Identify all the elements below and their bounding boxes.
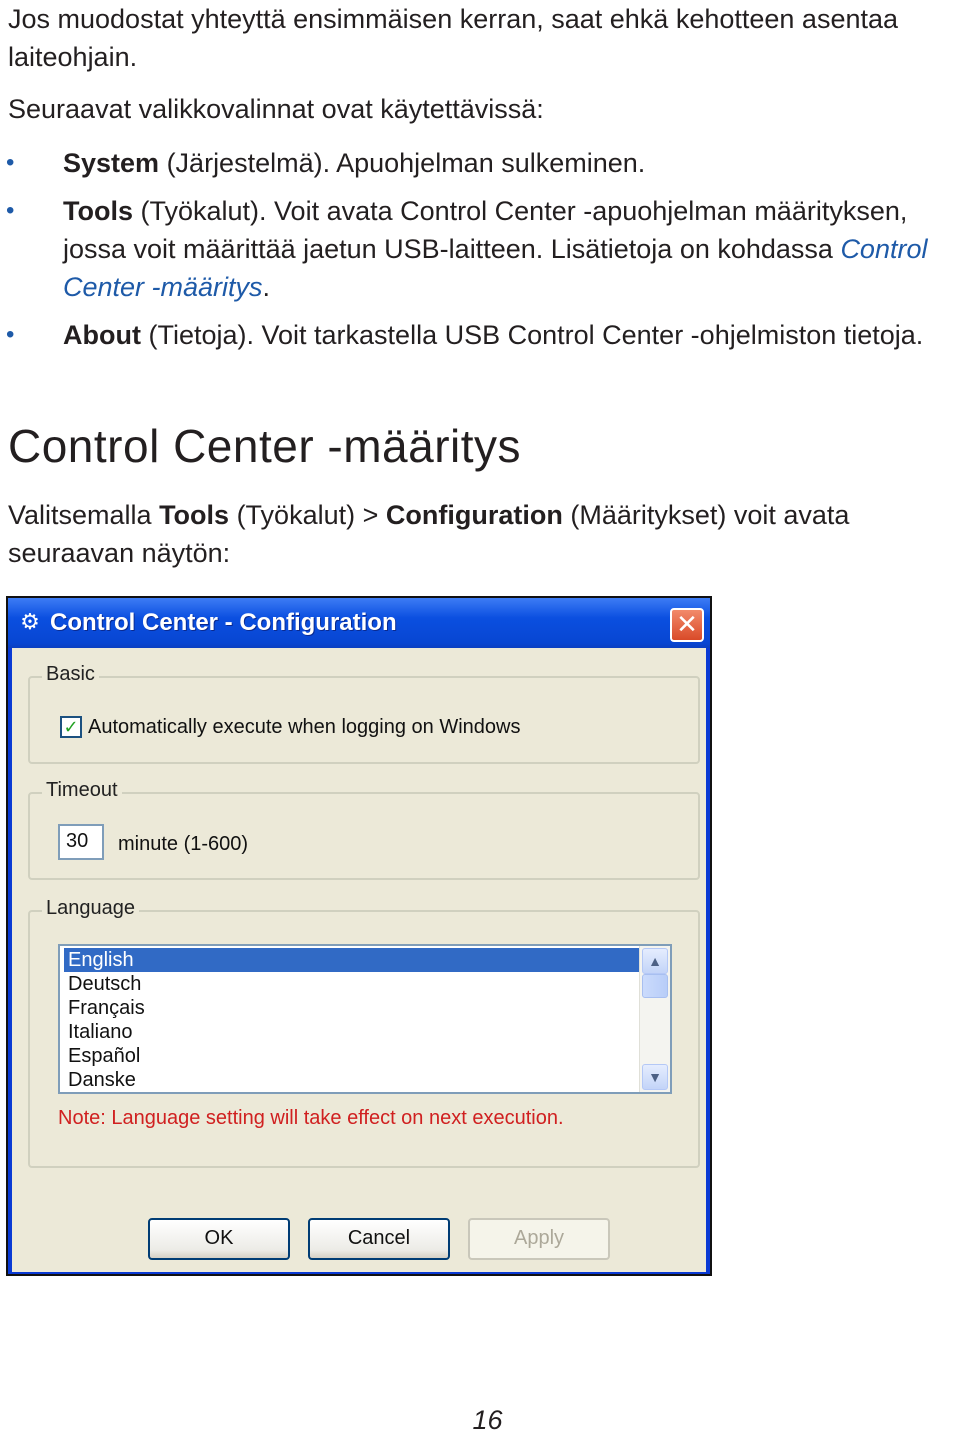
bullet-icon: • (6, 321, 15, 348)
list-item[interactable]: Français (68, 997, 145, 1019)
option-description-tail: . (262, 272, 271, 302)
timeout-input[interactable]: 30 (58, 824, 104, 860)
language-listbox[interactable] (58, 944, 672, 1094)
dialog-body (12, 648, 706, 1272)
list-item[interactable]: Español (68, 1045, 141, 1067)
auto-execute-label[interactable]: Automatically execute when logging on Windows (88, 716, 521, 738)
scroll-thumb[interactable] (642, 974, 668, 998)
basic-group-label: Basic (42, 662, 99, 686)
list-item (0, 144, 958, 182)
apply-button[interactable]: Apply (468, 1218, 610, 1260)
option-description: (Työkalut). Voit avata Control Center -apuohjelman määrityksen, jossa voit määrittää jaetun USB-laitteen. Lisätietoja on kohdassa (63, 196, 908, 264)
dialog-title: Control Center - Configuration (50, 609, 397, 636)
para-text: Valitsemalla (8, 500, 160, 530)
list-item (0, 192, 958, 306)
option-description: (Tietoja). Voit tarkastella USB Control Center -ohjelmiston tietoja. (140, 320, 924, 350)
list-item[interactable]: Danske (68, 1069, 136, 1091)
cancel-button[interactable]: Cancel (308, 1218, 450, 1260)
list-item[interactable]: Deutsch (68, 973, 142, 995)
scroll-down-button[interactable] (642, 1064, 668, 1090)
section-paragraph (8, 496, 953, 572)
para-text: (Työkalut) > (229, 500, 386, 530)
ok-button[interactable]: OK (148, 1218, 290, 1260)
dialog-titlebar[interactable] (8, 598, 710, 648)
scroll-up-button[interactable] (642, 948, 668, 974)
timeout-group (28, 779, 700, 880)
list-item (0, 316, 958, 354)
option-description: (Järjestelmä). Apuohjelman sulkeminen. (159, 148, 646, 178)
list-item[interactable]: English (64, 948, 642, 972)
list-item[interactable]: Italiano (68, 1021, 133, 1043)
gear-icon: ⚙ (20, 609, 40, 634)
section-link[interactable]: Control Center -määritys (63, 234, 928, 302)
language-group-label: Language (42, 896, 139, 920)
option-term: Tools (63, 196, 133, 226)
page-number: 16 (472, 1405, 503, 1435)
language-note: Note: Language setting will take effect on next execution. (58, 1107, 564, 1129)
menu-options-list (0, 144, 960, 364)
para-term: Configuration (385, 500, 563, 530)
bullet-icon: • (6, 149, 15, 176)
auto-execute-checkbox[interactable] (60, 716, 82, 738)
options-intro: Seuraavat valikkovalinnat ovat käytettävissä: (8, 94, 544, 124)
bullet-icon: • (6, 197, 15, 224)
para-term: Tools (159, 500, 230, 530)
option-term: System (63, 148, 160, 178)
timeout-unit-label: minute (1-600) (118, 833, 249, 855)
basic-group (28, 663, 700, 764)
option-term: About (63, 320, 141, 350)
chevron-down-icon: ▼ (648, 1069, 662, 1085)
timeout-group-label: Timeout (42, 778, 122, 802)
language-scrollbar[interactable] (639, 946, 670, 1092)
para-text: (Määritykset) voit avata seuraavan näytön: (8, 500, 850, 568)
close-icon: ✕ (676, 609, 698, 639)
language-group (28, 897, 700, 1168)
close-button[interactable] (670, 608, 704, 642)
section-heading: Control Center -määritys (8, 420, 522, 472)
intro-paragraph: Jos muodostat yhteyttä ensimmäisen kerran, saat ehkä kehotteen asentaa laiteohjain. (8, 4, 899, 72)
checkmark-icon: ✓ (63, 717, 79, 737)
chevron-up-icon: ▲ (648, 953, 662, 969)
configuration-dialog (6, 596, 712, 1276)
